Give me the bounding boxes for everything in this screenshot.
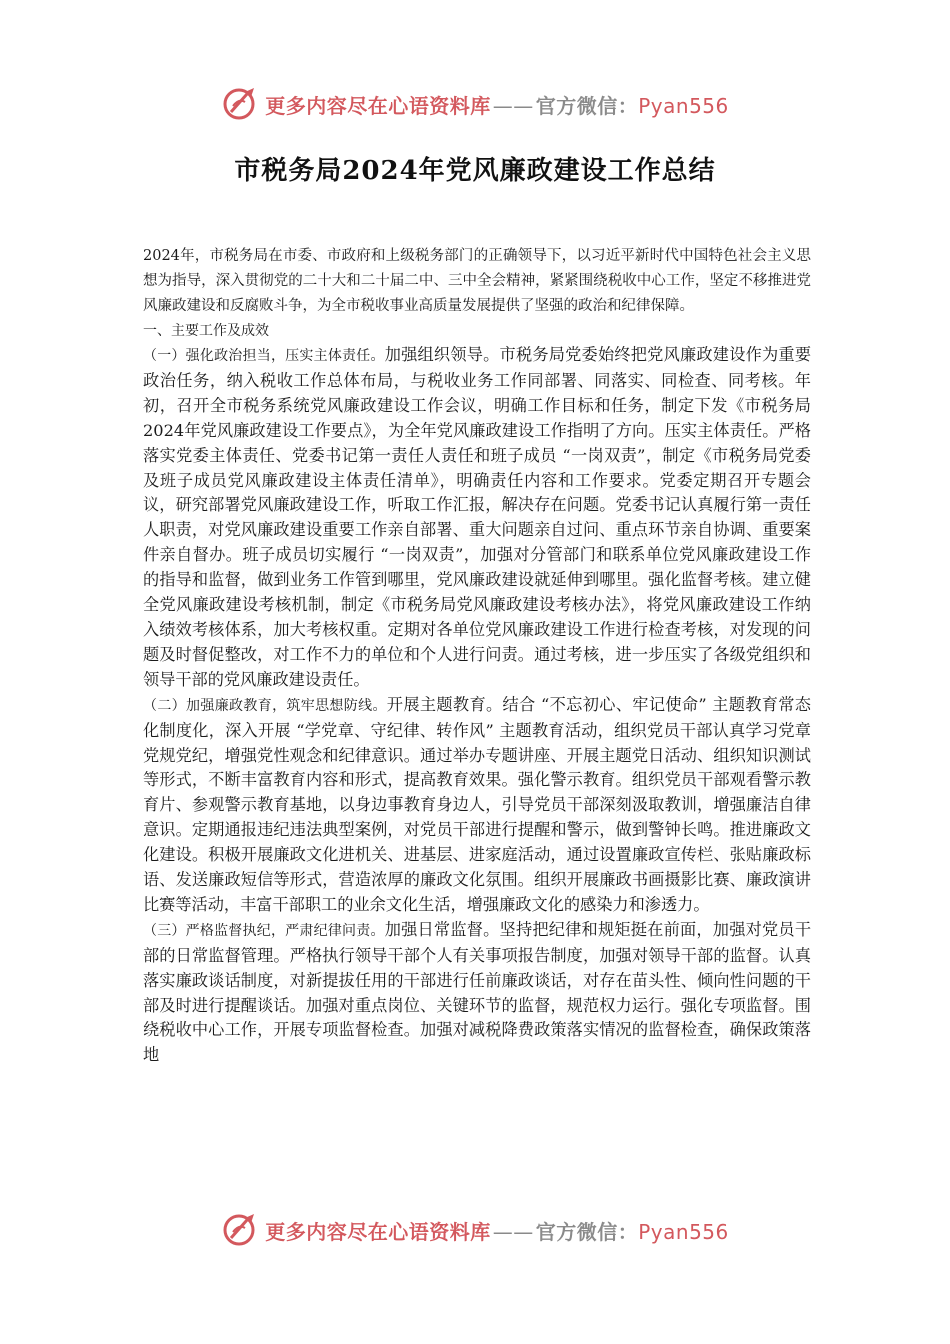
banner-slogan: 更多内容尽在心语资料库 bbox=[265, 93, 491, 118]
paragraph-2-lead: （二）加强廉政教育，筑牢思想防线。 bbox=[143, 697, 387, 714]
banner-dash: —— bbox=[492, 1219, 534, 1244]
footer-watermark-banner bbox=[0, 1208, 950, 1252]
paragraph-2-text: 开展主题教育。结合 “不忘初心、牢记使命” 主题教育常态化制度化，深入开展 “学党章、守纪律、转作风” 主题教育活动，组织党员干部认真学习党章党规党纪，增强党性观念和纪律意识。通过举办专题讲座、开展主题党日活动、组织知识测试等形式，不断丰富教育内容和形式，提高教育效果。强化警示教育。组织党员干部观看警示教育片、参观警示教育基地，以身边事教育身边人，引导党员干部深刻汲取教训，增强廉洁自律意识。定期通报违纪违法典型案例，对党员干部进行提醒和警示，做到警钟长鸣。推进廉政文化建设。积极开展廉政文化进机关、进基层、进家庭活动，通过设置廉政宣传栏、张贴廉政标语、发送廉政短信等形式，营造浓厚的廉政文化氛围。组织开展廉政书画摄影比赛、廉政演讲比赛等活动，丰富干部职工的业余文化生活，增强廉政文化的感染力和渗透力。 bbox=[143, 694, 811, 914]
paragraph-1 bbox=[143, 343, 811, 693]
banner-wechat-label: 官方微信： bbox=[535, 1219, 639, 1244]
header-watermark-banner bbox=[0, 82, 950, 126]
document-title: 市税务局2024年党风廉政建设工作总结 bbox=[234, 156, 716, 186]
intro-paragraph: 2024年，市税务局在市委、市政府和上级税务部门的正确领导下，以习近平新时代中国特色社会主义思想为指导，深入贯彻党的二十大和二十届二中、三中全会精神，紧紧围绕税收中心工作，坚定不移推进党风廉政建设和反腐败斗争，为全市税收事业高质量发展提供了坚强的政治和纪律保障。 bbox=[143, 248, 811, 314]
document-body bbox=[143, 244, 811, 1068]
banner-text bbox=[265, 90, 729, 119]
banner-slogan: 更多内容尽在心语资料库 bbox=[265, 1219, 491, 1244]
paragraph-3 bbox=[143, 918, 811, 1068]
brand-logo-icon bbox=[221, 84, 261, 124]
paragraph-3-lead: （三）严格监督执纪，严肃纪律问责。 bbox=[143, 922, 385, 939]
paragraph-1-text: 加强组织领导。市税务局党委始终把党风廉政建设作为重要政治任务，纳入税收工作总体布局，与税收业务工作同部署、同落实、同检查、同考核。年初，召开全市税务系统党风廉政建设工作会议，明确工作目标和任务，制定下发《市税务局 2024年党风廉政建设工作要点》，为全年党风廉政建设工作指明了方向。压实主体责任。严格落实党委主体责任、党委书记第一责任人责任和班子成员 “一岗双责”，制定《市税务局党委及班子成员党风廉政建设主体责任清单》，明确责任内容和工作要求。党委定期召开专题会议，研究部署党风廉政建设工作，听取工作汇报，解决存在问题。党委书记认真履行第一责任人职责，对党风廉政建设重要工作亲自部署、重大问题亲自过问、重点环节亲自协调、重要案件亲自督办。班子成员切实履行 “一岗双责”，加强对分管部门和联系单位党风廉政建设工作的指导和监督，做到业务工作管到哪里，党风廉政建设就延伸到哪里。强化监督考核。建立健全党风廉政建设考核机制，制定《市税务局党风廉政建设考核办法》，将党风廉政建设工作纳入绩效考核体系，加大考核权重。定期对各单位党风廉政建设工作进行检查考核，对发现的问题及时督促整改，对工作不力的单位和个人进行问责。通过考核，进一步压实了各级党组织和领导干部的党风廉政建设责任。 bbox=[143, 345, 812, 689]
banner-text bbox=[265, 1216, 729, 1245]
banner-wechat-id: Pyan556 bbox=[638, 1219, 729, 1244]
brand-logo-icon bbox=[221, 1210, 261, 1250]
paragraph-3-text: 加强日常监督。坚持把纪律和规矩挺在前面，加强对党员干部的日常监督管理。严格执行领导干部个人有关事项报告制度，加强对领导干部的监督。认真落实廉政谈话制度，对新提拔任用的干部进行任前廉政谈话，对存在苗头性、倾向性问题的干部及时进行提醒谈话。加强对重点岗位、关键环节的监督，规范权力运行。强化专项监督。围绕税收中心工作，开展专项监督检查。加强对减税降费政策落实情况的监督检查，确保政策落地 bbox=[143, 919, 812, 1065]
section-heading: 一、主要工作及成效 bbox=[143, 323, 269, 339]
banner-wechat-id: Pyan556 bbox=[638, 93, 729, 118]
paragraph-1-lead: （一）强化政治担当，压实主体责任。 bbox=[143, 348, 385, 364]
paragraph-2 bbox=[143, 693, 811, 918]
banner-dash: —— bbox=[492, 93, 534, 118]
banner-wechat-label: 官方微信： bbox=[535, 93, 639, 118]
